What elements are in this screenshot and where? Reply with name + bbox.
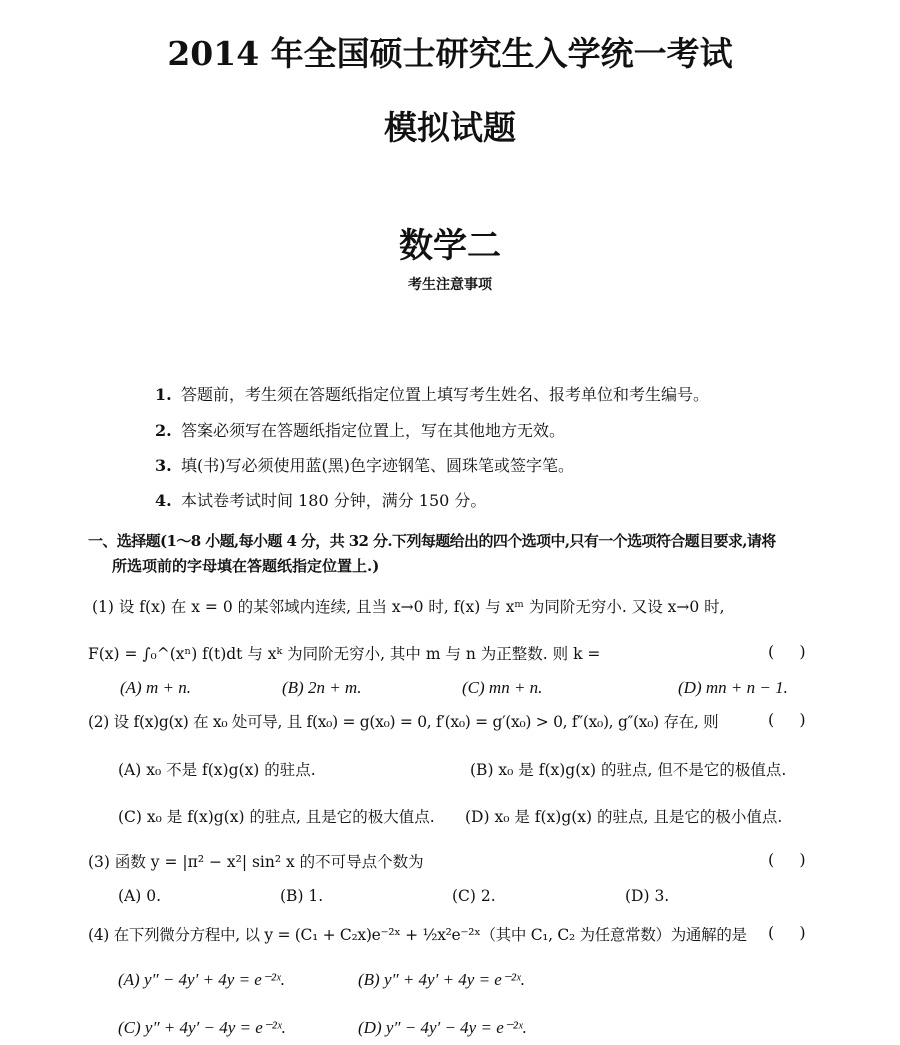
- question-4-option-b: (B) y″ + 4y′ + 4y = e⁻²ˣ.: [358, 970, 525, 989]
- notice-text: 答题前，考生须在答题纸指定位置上填写考生姓名、报考单位和考生编号。: [181, 385, 710, 404]
- exam-subtitle: 模拟试题: [384, 108, 516, 147]
- subject-title: 数学二: [399, 226, 501, 266]
- answer-blank: ( ): [768, 642, 806, 661]
- notice-item: [155, 488, 486, 511]
- question-4-option-d: (D) y″ − 4y′ − 4y = e⁻²ˣ.: [358, 1018, 527, 1037]
- question-2-option-d: (D) x₀ 是 f(x)g(x) 的驻点, 且是它的极小值点.: [465, 808, 783, 826]
- notice-item: [155, 382, 709, 405]
- question-1-stem-cont: F(x) = ∫₀^(xⁿ) f(t)dt 与 xᵏ 为同阶无穷小, 其中 m 与 n 为正整数. 则 k =: [88, 645, 601, 663]
- notice-number: 2.: [155, 421, 172, 440]
- section-heading: 一、选择题(1～8 小题,每小题 4 分，共 32 分.下列每题给出的四个选项中,只有一个选项符合题目要求,请将: [88, 532, 776, 550]
- question-4-stem: (4) 在下列微分方程中, 以 y = (C₁ + C₂x)e⁻²ˣ + ½x²e⁻²ˣ（其中 C₁, C₂ 为任意常数）为通解的是: [88, 926, 747, 944]
- notice-text: 填(书)写必须使用蓝(黑)色字迹钢笔、圆珠笔或签字笔。: [181, 456, 574, 475]
- notice-item: [155, 453, 574, 476]
- notice-text: 本试卷考试时间 180 分钟，满分 150 分。: [181, 491, 487, 510]
- exam-title: 2014 年全国硕士研究生入学统一考试: [167, 34, 733, 73]
- notice-item: [155, 418, 565, 441]
- question-3-option-a: (A) 0.: [118, 887, 162, 905]
- notice-text: 答案必须写在答题纸指定位置上，写在其他地方无效。: [181, 421, 566, 440]
- question-1-option-a: (A) m + n.: [120, 678, 191, 697]
- notice-heading: 考生注意事项: [408, 277, 492, 293]
- question-2-option-a: (A) x₀ 不是 f(x)g(x) 的驻点.: [118, 761, 316, 779]
- question-4-option-a: (A) y″ − 4y′ + 4y = e⁻²ˣ.: [118, 970, 285, 989]
- question-1-option-b: (B) 2n + m.: [282, 678, 362, 697]
- question-1-option-c: (C) mn + n.: [462, 678, 543, 697]
- answer-blank: ( ): [768, 710, 806, 729]
- question-3-stem: (3) 函数 y = |π² − x²| sin² x 的不可导点个数为: [88, 853, 424, 871]
- notice-number: 4.: [155, 491, 172, 510]
- notice-number: 1.: [155, 385, 172, 404]
- question-3-option-b: (B) 1.: [280, 887, 324, 905]
- notice-number: 3.: [155, 456, 172, 475]
- section-heading-cont: 所选项前的字母填在答题纸指定位置上.): [112, 557, 380, 575]
- question-3-option-c: (C) 2.: [452, 887, 496, 905]
- question-2-option-c: (C) x₀ 是 f(x)g(x) 的驻点, 且是它的极大值点.: [118, 808, 435, 826]
- question-1-option-d: (D) mn + n − 1.: [678, 678, 788, 697]
- question-2-option-b: (B) x₀ 是 f(x)g(x) 的驻点, 但不是它的极值点.: [470, 761, 787, 779]
- answer-blank: ( ): [768, 923, 806, 942]
- question-4-option-c: (C) y″ + 4y′ − 4y = e⁻²ˣ.: [118, 1018, 286, 1037]
- question-1-stem: (1) 设 f(x) 在 x = 0 的某邻域内连续, 且当 x→0 时, f(x) 与 xᵐ 为同阶无穷小. 又设 x→0 时,: [92, 598, 725, 616]
- question-2-stem: (2) 设 f(x)g(x) 在 x₀ 处可导, 且 f(x₀) = g(x₀) = 0, f′(x₀) = g′(x₀) > 0, f″(x₀), g″(x₀) 存在, 则: [88, 713, 719, 731]
- question-3-option-d: (D) 3.: [625, 887, 670, 905]
- answer-blank: ( ): [768, 850, 806, 869]
